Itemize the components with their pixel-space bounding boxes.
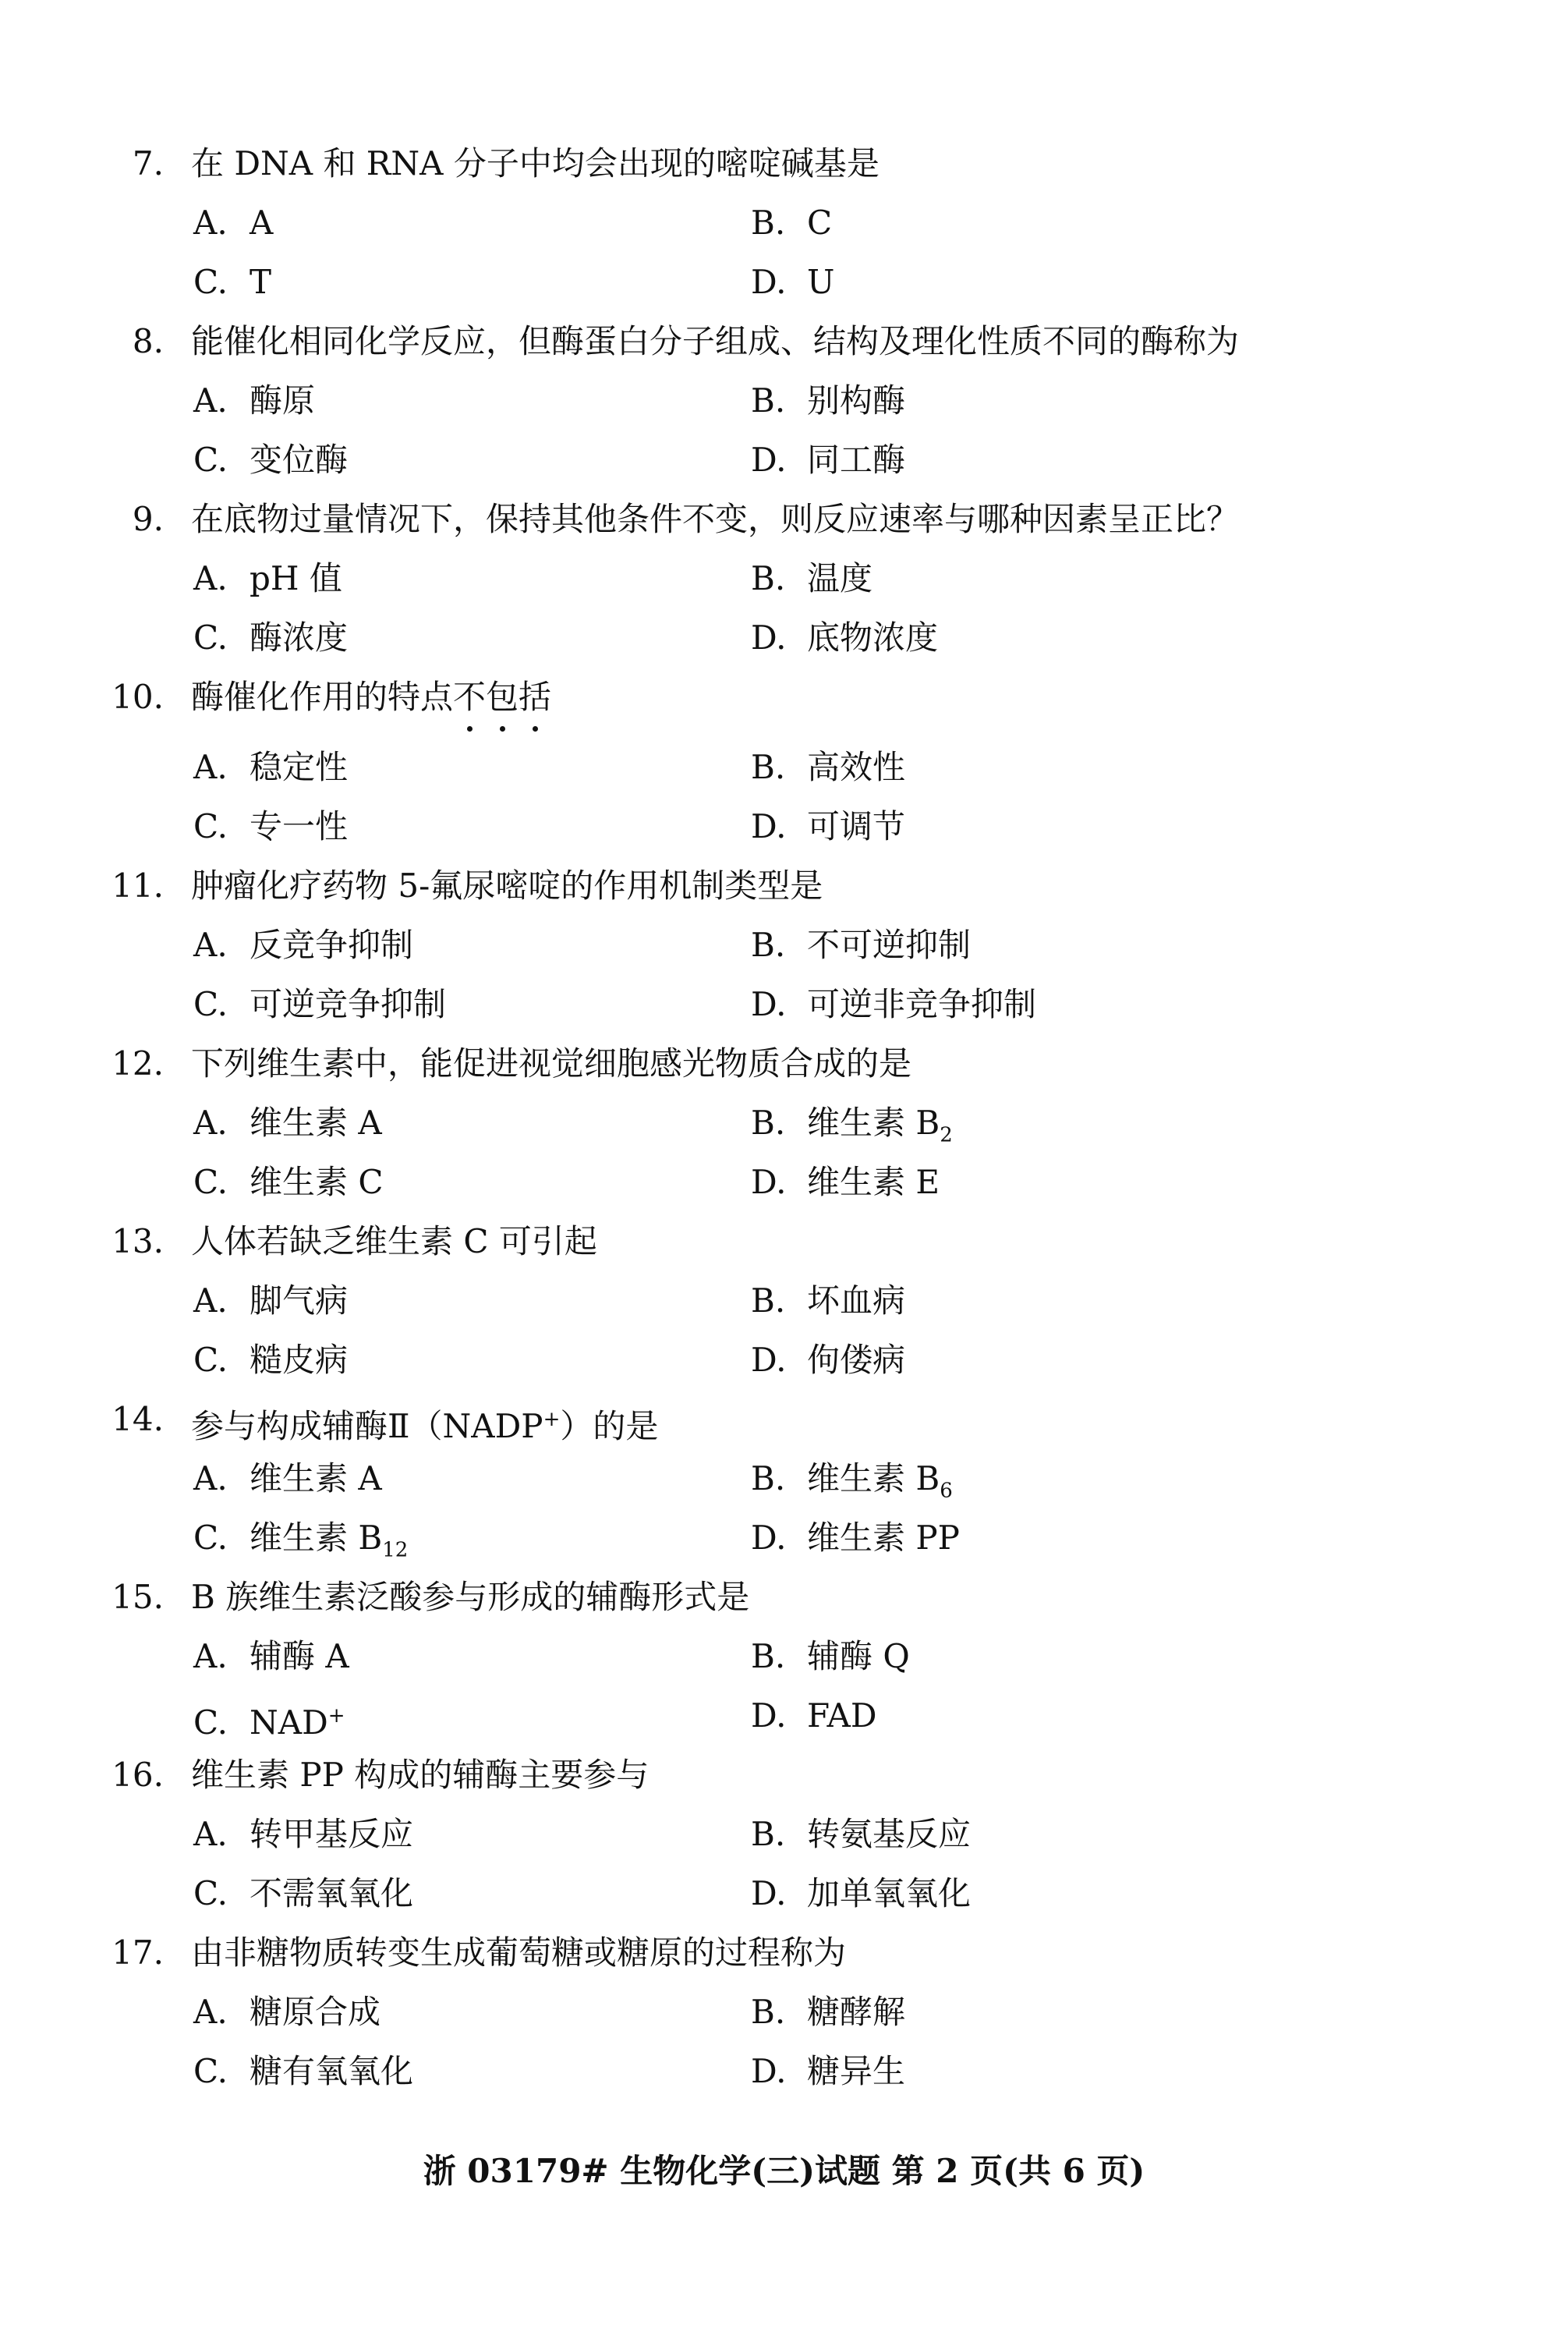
question-text: 在底物过量情况下，保持其他条件不变，则反应速率与哪种因素呈正比？ bbox=[191, 500, 1240, 538]
option-d bbox=[751, 615, 938, 661]
option-d bbox=[751, 1870, 971, 1917]
option-letter: B. bbox=[751, 926, 786, 964]
option-text: 转甲基反应 bbox=[250, 1815, 414, 1853]
option-c bbox=[193, 1337, 348, 1384]
option-c bbox=[193, 259, 271, 306]
option-b bbox=[751, 555, 872, 602]
option-text: 维生素 A bbox=[250, 1459, 382, 1497]
option-text: pH 值 bbox=[250, 559, 342, 597]
option-text: 反竞争抑制 bbox=[250, 926, 414, 964]
option-text: 辅酶 Q bbox=[807, 1637, 910, 1675]
option-text: 高效性 bbox=[807, 748, 906, 786]
emphasis-char: 不 bbox=[453, 674, 486, 721]
option-text: 加单氧氧化 bbox=[807, 1874, 972, 1912]
option-text: A bbox=[250, 204, 274, 242]
option-text: 维生素 E bbox=[807, 1163, 940, 1201]
option-c bbox=[193, 1159, 384, 1206]
option-text: 糖原合成 bbox=[250, 1993, 381, 2031]
question-number: 8. bbox=[132, 322, 164, 360]
option-letter: D. bbox=[751, 618, 787, 657]
question-text: 维生素 PP 构成的辅酶主要参与 bbox=[191, 1756, 649, 1794]
option-b bbox=[751, 1100, 953, 1147]
superscript: + bbox=[543, 1408, 561, 1431]
option-letter: D. bbox=[751, 441, 787, 479]
option-c bbox=[193, 615, 348, 661]
option-text: NAD bbox=[250, 1703, 328, 1742]
option-letter: A. bbox=[193, 381, 228, 420]
option-letter: A. bbox=[193, 1815, 228, 1853]
option-letter: A. bbox=[193, 1104, 228, 1142]
option-letter: B. bbox=[751, 381, 786, 420]
emphasis-char: 包 bbox=[486, 674, 519, 721]
option-b bbox=[751, 1278, 905, 1324]
option-letter: D. bbox=[751, 1696, 787, 1735]
question-number: 12. bbox=[111, 1044, 164, 1083]
question-text: 由非糖物质转变生成葡萄糖或糖原的过程称为 bbox=[191, 1933, 847, 1972]
option-letter: C. bbox=[193, 263, 228, 301]
option-text: 底物浓度 bbox=[807, 618, 939, 657]
option-letter: C. bbox=[193, 2052, 228, 2090]
option-text: 糖有氧氧化 bbox=[250, 2052, 414, 2090]
option-d bbox=[751, 259, 834, 306]
option-text: 可逆非竞争抑制 bbox=[807, 985, 1037, 1023]
option-text: 变位酶 bbox=[250, 441, 349, 479]
question-number: 15. bbox=[111, 1578, 164, 1616]
option-text: 别构酶 bbox=[807, 381, 906, 420]
option-letter: A. bbox=[193, 1993, 228, 2031]
option-d bbox=[751, 2048, 905, 2095]
option-text: 维生素 B bbox=[807, 1459, 940, 1497]
option-b bbox=[751, 1455, 953, 1502]
option-b bbox=[751, 744, 905, 791]
option-text: 同工酶 bbox=[807, 441, 906, 479]
option-text: 酶原 bbox=[250, 381, 316, 420]
option-b bbox=[751, 1811, 971, 1858]
option-text: 坏血病 bbox=[807, 1281, 906, 1320]
superscript: + bbox=[327, 1704, 345, 1728]
option-letter: A. bbox=[193, 926, 228, 964]
subscript: 6 bbox=[940, 1479, 953, 1503]
emphasis-char: 括 bbox=[519, 674, 551, 721]
question-text bbox=[191, 674, 551, 721]
option-letter: D. bbox=[751, 263, 787, 301]
option-letter: D. bbox=[751, 807, 787, 845]
option-b bbox=[751, 200, 832, 246]
option-d bbox=[751, 1159, 940, 1206]
question-number: 13. bbox=[111, 1222, 164, 1260]
option-text: 专一性 bbox=[250, 807, 349, 845]
option-text: 温度 bbox=[807, 559, 873, 597]
option-letter: A. bbox=[193, 204, 228, 242]
option-c bbox=[193, 981, 446, 1028]
option-text: 佝偻病 bbox=[807, 1341, 906, 1379]
option-b bbox=[751, 922, 971, 969]
option-text: 糖异生 bbox=[807, 2052, 906, 2090]
option-letter: C. bbox=[193, 1874, 228, 1912]
option-text: 辅酶 A bbox=[250, 1637, 349, 1675]
option-c bbox=[193, 1692, 345, 1742]
option-letter: C. bbox=[193, 807, 228, 845]
option-letter: B. bbox=[751, 1459, 786, 1497]
option-letter: D. bbox=[751, 1341, 787, 1379]
option-letter: B. bbox=[751, 1993, 786, 2031]
option-text: 维生素 B bbox=[250, 1519, 383, 1557]
question-text-main: 酶催化作用的特点 bbox=[191, 678, 454, 716]
option-a bbox=[193, 1989, 380, 2036]
option-d bbox=[751, 1692, 877, 1739]
question-number: 14. bbox=[111, 1400, 164, 1438]
question-text: 下列维生素中，能促进视觉细胞感光物质合成的是 bbox=[191, 1044, 912, 1083]
option-letter: C. bbox=[193, 441, 228, 479]
option-a bbox=[193, 555, 342, 602]
option-text: C bbox=[807, 204, 833, 242]
question-number: 17. bbox=[111, 1933, 164, 1972]
option-c bbox=[193, 437, 348, 484]
option-a bbox=[193, 1811, 413, 1858]
option-letter: C. bbox=[193, 1341, 228, 1379]
option-text: 不需氧氧化 bbox=[250, 1874, 414, 1912]
option-c bbox=[193, 1870, 413, 1917]
option-letter: C. bbox=[193, 618, 228, 657]
question-text-post: ）的是 bbox=[560, 1407, 659, 1445]
option-letter: C. bbox=[193, 1703, 228, 1742]
option-a bbox=[193, 1278, 348, 1324]
option-d bbox=[751, 1515, 960, 1561]
option-a bbox=[193, 1100, 382, 1147]
option-letter: D. bbox=[751, 1874, 787, 1912]
subscript: 2 bbox=[940, 1123, 953, 1147]
option-a bbox=[193, 922, 413, 969]
option-letter: D. bbox=[751, 1163, 787, 1201]
option-b bbox=[751, 377, 905, 424]
option-letter: A. bbox=[193, 1637, 228, 1675]
option-letter: A. bbox=[193, 1459, 228, 1497]
question-text bbox=[191, 1396, 658, 1450]
question-text: 人体若缺乏维生素 C 可引起 bbox=[191, 1222, 597, 1260]
option-text: 维生素 C bbox=[250, 1163, 384, 1201]
option-letter: B. bbox=[751, 1637, 786, 1675]
option-text: U bbox=[807, 263, 835, 301]
option-letter: B. bbox=[751, 204, 786, 242]
option-letter: D. bbox=[751, 985, 787, 1023]
page-footer: 浙 03179# 生物化学(三)试题 第 2 页(共 6 页) bbox=[423, 2152, 1145, 2190]
option-text: 不可逆抑制 bbox=[807, 926, 972, 964]
option-b bbox=[751, 1633, 910, 1680]
question-text: B 族维生素泛酸参与形成的辅酶形式是 bbox=[191, 1578, 750, 1616]
option-text: 糙皮病 bbox=[250, 1341, 349, 1379]
option-letter: B. bbox=[751, 1281, 786, 1320]
option-letter: A. bbox=[193, 1281, 228, 1320]
option-text: 可逆竞争抑制 bbox=[250, 985, 447, 1023]
question-number: 10. bbox=[111, 678, 164, 716]
option-text: 糖酵解 bbox=[807, 1993, 906, 2031]
option-d bbox=[751, 1337, 905, 1384]
option-letter: B. bbox=[751, 748, 786, 786]
option-letter: C. bbox=[193, 985, 228, 1023]
option-text: 维生素 B bbox=[807, 1104, 940, 1142]
option-text: 维生素 PP bbox=[807, 1519, 960, 1557]
option-a bbox=[193, 1633, 349, 1680]
question-number: 7. bbox=[132, 144, 164, 183]
option-text: 脚气病 bbox=[250, 1281, 349, 1320]
option-d bbox=[751, 803, 905, 850]
option-text: 转氨基反应 bbox=[807, 1815, 972, 1853]
option-c bbox=[193, 2048, 413, 2095]
option-letter: D. bbox=[751, 2052, 787, 2090]
option-text: T bbox=[250, 263, 272, 301]
question-text: 肿瘤化疗药物 5-氟尿嘧啶的作用机制类型是 bbox=[191, 867, 823, 905]
option-letter: B. bbox=[751, 559, 786, 597]
question-text-pre: 参与构成辅酶Ⅱ（NADP bbox=[191, 1407, 543, 1445]
option-d bbox=[751, 981, 1036, 1028]
option-c bbox=[193, 803, 348, 850]
question-text: 能催化相同化学反应，但酶蛋白分子组成、结构及理化性质不同的酶称为 bbox=[191, 322, 1240, 360]
option-text: 稳定性 bbox=[250, 748, 349, 786]
option-text: 可调节 bbox=[807, 807, 906, 845]
option-a bbox=[193, 200, 273, 246]
option-letter: D. bbox=[751, 1519, 787, 1557]
option-a bbox=[193, 744, 348, 791]
option-c bbox=[193, 1515, 408, 1561]
option-letter: B. bbox=[751, 1815, 786, 1853]
option-letter: A. bbox=[193, 559, 228, 597]
question-number: 11. bbox=[111, 867, 164, 905]
question-number: 9. bbox=[132, 500, 164, 538]
option-letter: B. bbox=[751, 1104, 786, 1142]
option-text: FAD bbox=[807, 1696, 877, 1735]
option-text: 酶浓度 bbox=[250, 618, 349, 657]
option-a bbox=[193, 1455, 382, 1502]
option-text: 维生素 A bbox=[250, 1104, 382, 1142]
subscript: 12 bbox=[382, 1538, 409, 1562]
question-text: 在 DNA 和 RNA 分子中均会出现的嘧啶碱基是 bbox=[191, 144, 880, 183]
option-b bbox=[751, 1989, 905, 2036]
option-d bbox=[751, 437, 905, 484]
option-a bbox=[193, 377, 315, 424]
question-number: 16. bbox=[111, 1756, 164, 1794]
option-letter: C. bbox=[193, 1163, 228, 1201]
option-letter: C. bbox=[193, 1519, 228, 1557]
option-letter: A. bbox=[193, 748, 228, 786]
